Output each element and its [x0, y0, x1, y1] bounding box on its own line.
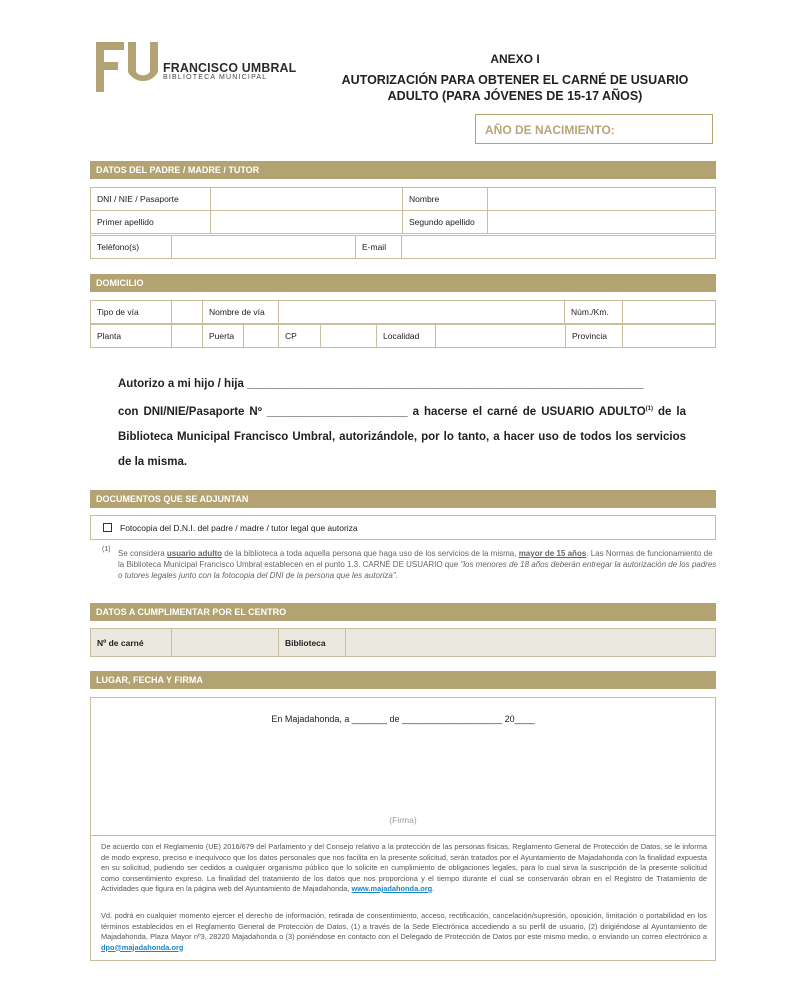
- authorization-line-2: con DNI/NIE/Pasaporte Nº ______________________ a hacerse el carné de USUARIO ADULTO: [118, 405, 646, 418]
- surname1-input[interactable]: [211, 211, 403, 234]
- footnote-text: [118, 548, 718, 581]
- phone-label: Teléfono(s): [91, 236, 172, 259]
- city-label: Localidad: [377, 325, 436, 348]
- door-label: Puerta: [203, 325, 244, 348]
- road-name-input[interactable]: [279, 301, 565, 324]
- legal-paragraph-2: [101, 911, 707, 953]
- center-table: [90, 628, 716, 657]
- section-address: DOMICILIO: [90, 274, 716, 292]
- signature-label: (Firma): [389, 815, 417, 825]
- footnote-age: mayor de 15 años: [518, 549, 587, 558]
- library-label: Biblioteca: [279, 629, 346, 657]
- address-table-2: [90, 324, 716, 348]
- footnote-part-b: de la biblioteca a toda aquella persona que haga uso de los servicios de la misma,: [222, 549, 519, 558]
- document-title: [330, 72, 700, 104]
- road-type-label: Tipo de vía: [91, 301, 172, 324]
- guardian-table: [90, 187, 716, 234]
- footnote-part-a: Se considera: [118, 549, 167, 558]
- road-name-label: Nombre de vía: [203, 301, 279, 324]
- title-line-1: AUTORIZACIÓN PARA OBTENER EL CARNÉ DE USUARIO: [341, 73, 689, 87]
- footnote-quote: "los menores de 18 años deberán entregar la autorización de los padres o tutores legales junto con la fotocopia del DNI de la persona que les autoriza".: [118, 560, 717, 580]
- card-number-input[interactable]: [172, 629, 279, 657]
- document-item: [90, 515, 716, 540]
- footnote-term: usuario adulto: [166, 549, 223, 558]
- section-center: DATOS A CUMPLIMENTAR POR EL CENTRO: [90, 603, 716, 621]
- number-label: Núm./Km.: [565, 301, 623, 324]
- birth-year-field[interactable]: [475, 114, 713, 144]
- website-link[interactable]: www.majadahonda.org: [351, 884, 433, 893]
- phone-input[interactable]: [172, 236, 356, 259]
- section-signature: LUGAR, FECHA Y FIRMA: [90, 671, 716, 689]
- footnote-mark: (1): [102, 546, 111, 553]
- authorization-line-1: Autorizo a mi hijo / hija ______________________________________________________________: [118, 378, 644, 390]
- footnote-ref: (1): [645, 406, 653, 412]
- signature-divider: [90, 835, 716, 836]
- email-label: E-mail: [356, 236, 402, 259]
- city-input[interactable]: [436, 325, 566, 348]
- footnote-part-c: . Las Normas de funcionamiento de la Biblioteca Municipal Francisco Umbral establecen en el punto 1.3. CARNÉ DE USUARIO que: [118, 549, 713, 569]
- email-input[interactable]: [402, 236, 716, 259]
- logo-name: FRANCISCO UMBRAL: [163, 60, 297, 75]
- annex-label: ANEXO I: [490, 52, 540, 66]
- name-label: Nombre: [403, 188, 488, 211]
- surname2-input[interactable]: [488, 211, 716, 234]
- province-label: Provincia: [566, 325, 623, 348]
- province-input[interactable]: [623, 325, 716, 348]
- birth-year-label: AÑO DE NACIMIENTO:: [485, 123, 615, 137]
- authorization-text: [118, 372, 686, 475]
- floor-label: Planta: [91, 325, 172, 348]
- legal-text-2: Vd. podrá en cualquier momento ejercer el derecho de información, retirada de consentimiento, acceso, rectificación, cancelación/supresión, oposición, limitación o portabilidad en los términos establecidos en el Reglamento General de Protección de Datos, (1) a través de la Sede Electrónica accediendo a su perfil de usuario, (2) dirigiéndose al Ayuntamiento de Majadahonda, Plaza Mayor nº3, 28220 Majadahonda o (3) poniéndose en contacto con el Delegado de Protección de Datos por este mismo medio, o enviando un correo electrónico a: [101, 911, 707, 941]
- logo-subtitle: BIBLIOTECA MUNICIPAL: [163, 74, 268, 81]
- title-line-2: ADULTO (PARA JÓVENES DE 15-17 AÑOS): [387, 89, 643, 103]
- fu-logo-icon: [96, 42, 158, 92]
- date-line[interactable]: En Majadahonda, a _______ de ____________________ 20____: [271, 714, 535, 724]
- card-number-label: Nº de carné: [91, 629, 172, 657]
- guardian-contact-table: [90, 235, 716, 259]
- zip-input[interactable]: [321, 325, 377, 348]
- document-item-label: Fotocopia del D.N.I. del padre / madre / tutor legal que autoriza: [120, 523, 358, 533]
- authorization-line-3: de la Biblioteca Municipal Francisco Umbral, autorizándole, por lo tanto, a hacer uso de todos los servicios de la misma.: [118, 405, 686, 468]
- door-input[interactable]: [244, 325, 279, 348]
- number-input[interactable]: [623, 301, 716, 324]
- floor-input[interactable]: [172, 325, 203, 348]
- road-type-input[interactable]: [172, 301, 203, 324]
- legal-text-1: De acuerdo con el Reglamento (UE) 2016/679 del Parlamento y del Consejo relativo a la protección de las personas físicas, Reglamento General de Protección de Datos, se le informa de modo expreso, preciso e inequívoco que los datos personales que nos facilita en la presente solicitud, serán tratados por el Ayuntamiento de Majadahonda con la finalidad expuesta en su solicitud, pudiendo ser cedidos a cualquier organismo público que lo solicite en cumplimiento de obligaciones legales, para lo cual sirva la suscripción de la presente solicitud como consentimiento expreso. La finalidad del tratamiento de los datos que nos proporciona y el tiempo durante el cual se conservarán obran en el Registro de Tratamiento de Actividades que figura en la página web del Ayuntamiento de Majadahonda,: [101, 842, 707, 893]
- dni-input[interactable]: [211, 188, 403, 211]
- authorization-body: [118, 397, 686, 475]
- address-table: [90, 300, 716, 324]
- document-checkbox[interactable]: [103, 523, 112, 532]
- section-guardian: DATOS DEL PADRE / MADRE / TUTOR: [90, 161, 716, 179]
- legal-text-1b: .: [432, 884, 435, 893]
- legal-paragraph-1: [101, 842, 707, 895]
- library-input[interactable]: [346, 629, 716, 657]
- section-documents: DOCUMENTOS QUE SE ADJUNTAN: [90, 490, 716, 508]
- surname1-label: Primer apellido: [91, 211, 211, 234]
- name-input[interactable]: [488, 188, 716, 211]
- zip-label: CP: [279, 325, 321, 348]
- dpo-email-link[interactable]: dpo@majadahonda.org: [101, 942, 184, 952]
- dni-label: DNI / NIE / Pasaporte: [91, 188, 211, 211]
- surname2-label: Segundo apellido: [403, 211, 488, 234]
